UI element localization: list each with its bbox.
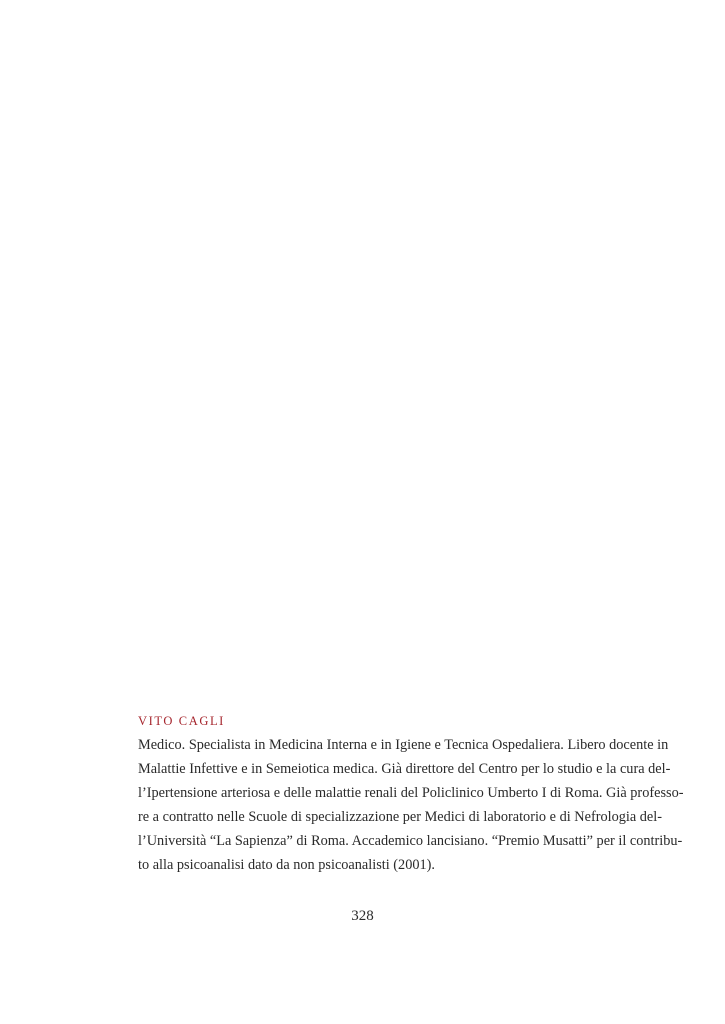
bio-line: to alla psicoanalisi dato da non psicoanalisti (2001).	[138, 857, 435, 873]
bio-line: re a contratto nelle Scuole di specializzazione per Medici di laboratorio e di Nefrologia del-	[138, 809, 663, 825]
author-name: VITO CAGLI	[138, 714, 225, 728]
author-bio	[138, 711, 684, 877]
bio-line: Malattie Infettive e in Semeiotica medica. Già direttore del Centro per lo studio e la cura del-	[138, 761, 671, 777]
bio-line: l’Ipertensione arteriosa e delle malattie renali del Policlinico Umberto I di Roma. Già professo-	[138, 785, 684, 801]
author-bio-text	[138, 733, 684, 877]
bio-line: Medico. Specialista in Medicina Interna e in Igiene e Tecnica Ospedaliera. Libero docente in	[138, 737, 669, 753]
bio-line: l’Università “La Sapienza” di Roma. Accademico lancisiano. “Premio Musatti” per il contribu-	[138, 833, 683, 849]
page-number: 328	[351, 908, 374, 924]
